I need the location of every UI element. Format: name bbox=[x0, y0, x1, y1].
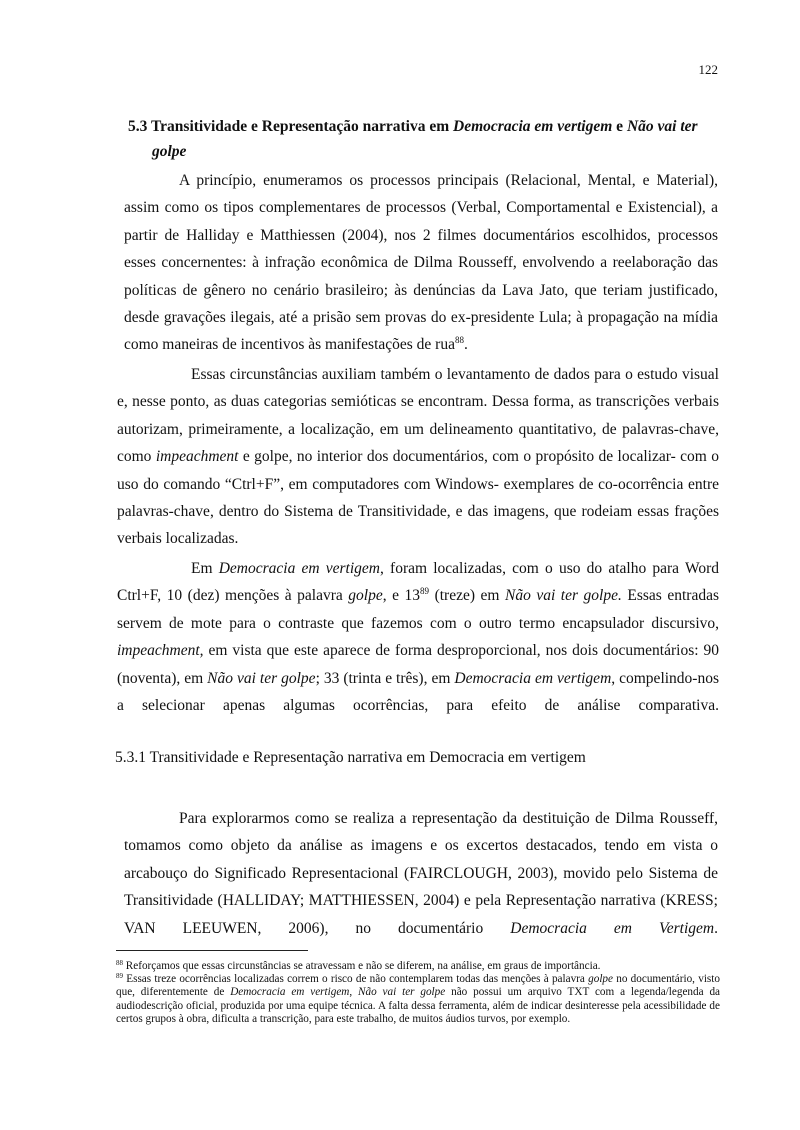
footnote-89-text-4: não possui um arquivo TXT com a legenda/legenda da audiodescrição oficial, produzida por uma equipe técnica. A falta dessa ferramenta, além de indicar desinteresse pela acessibilidade de certos grupos à obra, dificulta a transcrição, para este trabalho, de muitos áudios turvos, por exemplo. bbox=[116, 986, 720, 1025]
paragraph-3-italic-5: Não vai ter golpe bbox=[207, 669, 316, 687]
heading-and: e bbox=[612, 118, 627, 135]
paragraph-2-italic-impeachment: impeachment bbox=[155, 448, 239, 466]
footnote-ref-88[interactable]: 88 bbox=[454, 335, 464, 346]
paragraph-1-end: . bbox=[463, 336, 468, 354]
footnote-88-text: Reforçamos que essas circunstâncias se atravessam e não se diferem, na análise, em graus de importância. bbox=[123, 960, 601, 972]
footnote-89-italic-3: Não vai ter golpe bbox=[358, 986, 446, 999]
paragraph-3-text-1: Em bbox=[191, 560, 219, 577]
paragraph-2-text-2: e golpe, no interior dos documentários, com o propósito de localizar- com o uso do comando “Ctrl+F”, em computadores com Windows- exemplares de co-ocorrência entre palavras-chave, dentro do Sistema de Transitividade, e das imagens, que rodeiam essas frações verbais localizadas. bbox=[117, 448, 719, 548]
paragraph-3-text-6: em vista que este aparece de forma desproporcional, nos dois documentários: 90 (noventa), em bbox=[117, 642, 719, 687]
section-heading bbox=[128, 114, 724, 164]
paragraph-2 bbox=[117, 361, 719, 553]
footnote-88 bbox=[116, 960, 720, 973]
paragraph-4-italic-1: Democracia em Vertigem bbox=[510, 919, 715, 937]
paragraph-3 bbox=[117, 555, 719, 719]
paragraph-3-text-3: , e 13 bbox=[382, 587, 421, 605]
paragraph-3-text-4: (treze) em bbox=[429, 587, 505, 605]
page-number: 122 bbox=[698, 62, 718, 77]
footnote-divider bbox=[116, 950, 308, 951]
paragraph-4-text-2: . bbox=[714, 919, 718, 937]
heading-film-2-continued: golpe bbox=[152, 143, 187, 160]
footnote-89-text-3: , bbox=[349, 986, 359, 999]
paragraph-1-text: A princípio, enumeramos os processos principais (Relacional, Mental, e Material), assim como os tipos complementares de processos (Verbal, Comportamental e Existencial), a partir de Halliday e Matthiessen (2004), nos 2 filmes documentários escolhidos, processos esses concernentes: à infração econômica de Dilma Rousseff, envolvendo a reelaboração das políticas de gênero no cenário brasileiro; às denúncias da Lava Jato, que teriam justificado, desde gravações ilegais, até a prisão sem provas do ex-presidente Lula; à propagação na mídia como maneiras de incentivos às manifestações de rua bbox=[124, 172, 718, 354]
footnote-88-number: 88 bbox=[116, 959, 123, 967]
footnote-89 bbox=[116, 973, 720, 1026]
footnote-89-italic-1: golpe bbox=[588, 973, 613, 986]
paragraph-3-text-7: ; 33 (trinta e três), em bbox=[315, 669, 455, 687]
subsection-heading: 5.3.1 Transitividade e Representação narrativa em Democracia em vertigem bbox=[115, 749, 586, 766]
footnotes bbox=[116, 960, 720, 1026]
footnote-89-italic-2: Democracia em vertigem bbox=[230, 986, 350, 999]
paragraph-3-italic-6: Democracia em vertigem bbox=[454, 669, 612, 687]
paragraph-3-italic-3: Não vai ter golpe. bbox=[504, 587, 622, 605]
footnote-89-number: 89 bbox=[116, 972, 123, 981]
footnote-ref-89[interactable]: 89 bbox=[420, 586, 430, 597]
heading-film-1: Democracia em vertigem bbox=[453, 118, 613, 135]
paragraph-3-italic-1: Democracia em vertigem bbox=[218, 560, 380, 577]
heading-film-2: Não vai ter bbox=[626, 118, 698, 135]
footnote-89-text-2: no documentário, visto que, diferentemente de bbox=[116, 973, 720, 999]
paragraph-2-text-1: Essas circunstâncias auxiliam também o levantamento de dados para o estudo visual e, nesse ponto, as duas categorias semióticas se encontram. Dessa forma, as transcrições verbais autorizam, primeiramente, a localização, em um delineamento quantitativo, de palavras-chave, como bbox=[117, 366, 719, 466]
paragraph-1 bbox=[124, 167, 718, 359]
paragraph-4 bbox=[124, 805, 718, 942]
paragraph-3-text-8: , compelindo-nos a selecionar apenas algumas ocorrências, para efeito de análise comparativa. bbox=[117, 669, 719, 715]
paragraph-3-italic-4: impeachment, bbox=[117, 642, 204, 660]
paragraph-3-text-2: , foram localizadas, com o uso do atalho para Word Ctrl+F, 10 (dez) menções à palavra bbox=[117, 560, 720, 605]
footnote-89-text-1: Essas treze ocorrências localizadas correm o risco de não contemplarem todas das menções à palavra bbox=[123, 973, 589, 986]
paragraph-3-italic-2: golpe bbox=[348, 587, 383, 605]
paragraph-3-text-5: Essas entradas servem de mote para o contraste que fazemos com o outro termo encapsulador discursivo, bbox=[117, 587, 719, 632]
heading-prefix: 5.3 Transitividade e Representação narrativa em bbox=[128, 118, 454, 135]
paragraph-4-text-1: Para explorarmos como se realiza a representação da destituição de Dilma Rousseff, tomamos como objeto da análise as imagens e os excertos destacados, tendo em vista o arcabouço do Significado Representacional (FAIRCLOUGH, 2003), movido pelo Sistema de Transitividade (HALLIDAY; MATTHIESSEN, 2004) e pela Representação narrativa (KRESS; VAN LEEUWEN, 2006), no documentário bbox=[124, 810, 718, 937]
